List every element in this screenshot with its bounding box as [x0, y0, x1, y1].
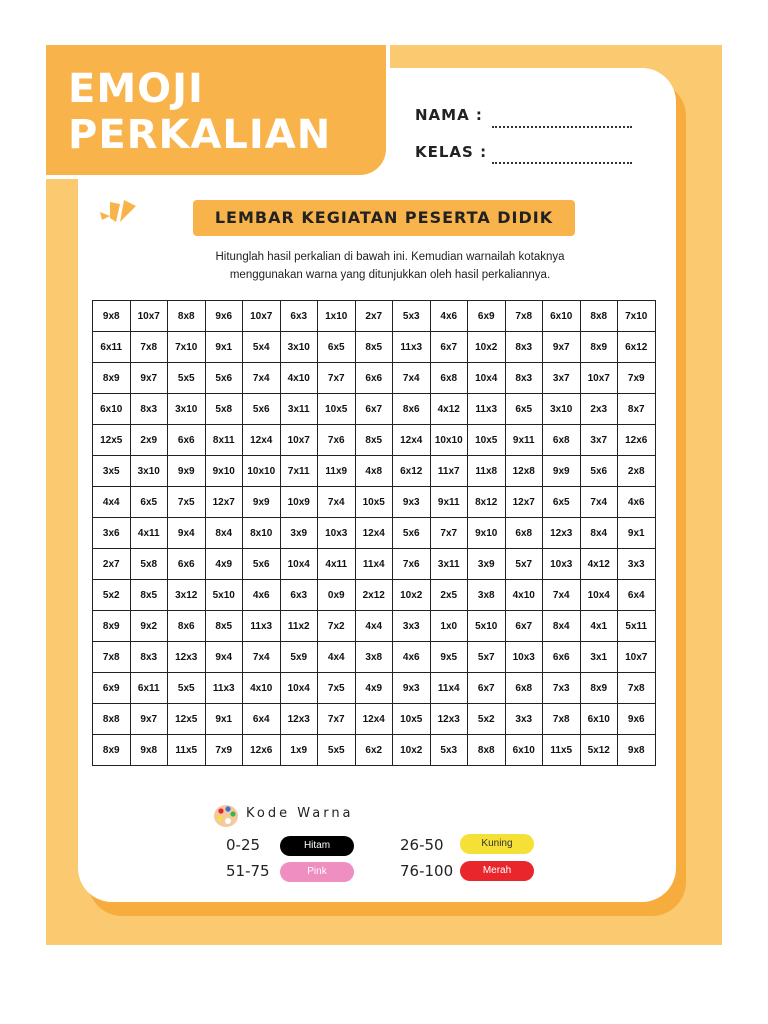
grid-row — [93, 642, 656, 673]
grid-cell[interactable]: 7x9 — [205, 735, 243, 766]
grid-cell[interactable]: 3x8 — [355, 642, 393, 673]
grid-cell[interactable]: 10x2 — [393, 580, 431, 611]
grid-cell[interactable]: 8x3 — [130, 394, 168, 425]
grid-cell[interactable]: 5x6 — [580, 456, 618, 487]
grid-cell[interactable]: 10x4 — [280, 673, 318, 704]
grid-cell[interactable]: 7x2 — [318, 611, 356, 642]
grid-cell[interactable]: 12x6 — [243, 735, 281, 766]
grid-cell[interactable]: 11x5 — [543, 735, 581, 766]
grid-cell[interactable]: 9x4 — [168, 518, 206, 549]
grid-cell[interactable]: 7x6 — [393, 549, 431, 580]
grid-cell[interactable]: 5x8 — [130, 549, 168, 580]
grid-row — [93, 518, 656, 549]
grid-cell[interactable]: 9x4 — [205, 642, 243, 673]
grid-cell[interactable]: 7x7 — [430, 518, 468, 549]
grid-cell[interactable]: 3x12 — [168, 580, 206, 611]
grid-cell[interactable]: 5x2 — [468, 704, 506, 735]
grid-cell[interactable]: 6x12 — [393, 456, 431, 487]
grid-cell[interactable]: 5x12 — [580, 735, 618, 766]
grid-cell[interactable]: 8x3 — [505, 332, 543, 363]
grid-cell[interactable]: 5x10 — [468, 611, 506, 642]
grid-cell[interactable]: 10x7 — [280, 425, 318, 456]
grid-cell[interactable]: 8x5 — [205, 611, 243, 642]
grid-cell[interactable]: 1x10 — [318, 301, 356, 332]
legend-range-1: 0-25 — [226, 836, 261, 854]
grid-cell[interactable]: 8x9 — [93, 611, 131, 642]
grid-cell[interactable]: 9x10 — [205, 456, 243, 487]
grid-cell[interactable]: 6x6 — [543, 642, 581, 673]
grid-cell[interactable]: 10x5 — [393, 704, 431, 735]
grid-cell[interactable]: 7x8 — [543, 704, 581, 735]
grid-cell[interactable]: 7x8 — [93, 642, 131, 673]
grid-cell[interactable]: 4x10 — [505, 580, 543, 611]
grid-cell[interactable]: 8x6 — [168, 611, 206, 642]
grid-cell[interactable]: 8x9 — [580, 673, 618, 704]
grid-cell[interactable]: 2x12 — [355, 580, 393, 611]
grid-cell[interactable]: 3x11 — [430, 549, 468, 580]
grid-cell[interactable]: 4x12 — [430, 394, 468, 425]
class-label: KELAS : — [415, 143, 488, 161]
grid-cell[interactable]: 10x3 — [318, 518, 356, 549]
grid-cell[interactable]: 6x4 — [243, 704, 281, 735]
grid-cell[interactable]: 7x4 — [243, 363, 281, 394]
grid-cell[interactable]: 12x5 — [168, 704, 206, 735]
grid-cell[interactable]: 10x10 — [430, 425, 468, 456]
grid-cell[interactable]: 3x3 — [618, 549, 656, 580]
name-label: NAMA : — [415, 106, 483, 124]
grid-cell[interactable]: 8x4 — [580, 518, 618, 549]
grid-cell[interactable]: 5x10 — [205, 580, 243, 611]
grid-cell[interactable]: 9x6 — [205, 301, 243, 332]
grid-row — [93, 549, 656, 580]
grid-cell[interactable]: 8x4 — [543, 611, 581, 642]
grid-cell[interactable]: 6x10 — [93, 394, 131, 425]
grid-cell[interactable]: 2x7 — [355, 301, 393, 332]
grid-cell[interactable]: 4x11 — [318, 549, 356, 580]
grid-cell[interactable]: 9x6 — [618, 704, 656, 735]
grid-cell[interactable]: 6x6 — [168, 549, 206, 580]
grid-cell[interactable]: 8x5 — [130, 580, 168, 611]
grid-cell[interactable]: 3x6 — [93, 518, 131, 549]
grid-cell[interactable]: 11x3 — [205, 673, 243, 704]
grid-row — [93, 456, 656, 487]
grid-cell[interactable]: 5x6 — [243, 394, 281, 425]
grid-cell[interactable]: 6x5 — [543, 487, 581, 518]
grid-cell[interactable]: 6x8 — [505, 673, 543, 704]
grid-cell[interactable]: 6x3 — [280, 301, 318, 332]
grid-cell[interactable]: 4x8 — [355, 456, 393, 487]
name-field[interactable] — [492, 126, 632, 128]
grid-cell[interactable]: 6x7 — [468, 673, 506, 704]
grid-cell[interactable]: 11x3 — [393, 332, 431, 363]
grid-cell[interactable]: 12x7 — [505, 487, 543, 518]
instruction-text — [170, 248, 610, 284]
palette-icon — [212, 802, 240, 830]
grid-cell[interactable]: 5x5 — [168, 363, 206, 394]
grid-cell[interactable]: 12x7 — [205, 487, 243, 518]
grid-cell[interactable]: 11x3 — [243, 611, 281, 642]
grid-cell[interactable]: 4x10 — [280, 363, 318, 394]
grid-cell[interactable]: 6x10 — [543, 301, 581, 332]
grid-cell[interactable]: 7x9 — [618, 363, 656, 394]
grid-cell[interactable]: 11x9 — [318, 456, 356, 487]
grid-cell[interactable]: 1x9 — [280, 735, 318, 766]
legend-swatch-yellow: Kuning — [460, 834, 534, 854]
grid-cell[interactable]: 7x8 — [618, 673, 656, 704]
grid-cell[interactable]: 1x0 — [430, 611, 468, 642]
grid-cell[interactable]: 3x3 — [393, 611, 431, 642]
grid-cell[interactable]: 6x4 — [618, 580, 656, 611]
grid-cell[interactable]: 11x4 — [430, 673, 468, 704]
grid-cell[interactable]: 10x7 — [580, 363, 618, 394]
grid-cell[interactable]: 12x5 — [93, 425, 131, 456]
grid-cell[interactable]: 2x5 — [430, 580, 468, 611]
grid-cell[interactable]: 12x4 — [355, 518, 393, 549]
grid-cell[interactable]: 3x10 — [543, 394, 581, 425]
grid-cell[interactable]: 9x9 — [243, 487, 281, 518]
grid-cell[interactable]: 11x2 — [280, 611, 318, 642]
grid-cell[interactable]: 11x4 — [355, 549, 393, 580]
grid-cell[interactable]: 10x3 — [543, 549, 581, 580]
grid-cell[interactable]: 9x8 — [618, 735, 656, 766]
grid-cell[interactable]: 10x5 — [355, 487, 393, 518]
legend-swatch-pink: Pink — [280, 862, 354, 882]
grid-cell[interactable]: 6x9 — [468, 301, 506, 332]
grid-cell[interactable]: 6x10 — [505, 735, 543, 766]
grid-cell[interactable]: 7x8 — [505, 301, 543, 332]
grid-cell[interactable]: 6x7 — [355, 394, 393, 425]
grid-cell[interactable]: 10x9 — [280, 487, 318, 518]
grid-cell[interactable]: 2x7 — [93, 549, 131, 580]
grid-cell[interactable]: 4x4 — [93, 487, 131, 518]
grid-cell[interactable]: 10x7 — [243, 301, 281, 332]
grid-cell[interactable]: 9x3 — [393, 487, 431, 518]
legend-range-3: 51-75 — [226, 862, 270, 880]
grid-cell[interactable]: 7x10 — [618, 301, 656, 332]
grid-cell[interactable]: 8x8 — [580, 301, 618, 332]
grid-cell[interactable]: 5x5 — [318, 735, 356, 766]
grid-cell[interactable]: 6x11 — [130, 673, 168, 704]
grid-cell[interactable]: 10x7 — [618, 642, 656, 673]
grid-cell[interactable]: 5x5 — [168, 673, 206, 704]
grid-cell[interactable]: 6x7 — [430, 332, 468, 363]
grid-cell[interactable]: 3x10 — [280, 332, 318, 363]
grid-cell[interactable]: 4x9 — [205, 549, 243, 580]
grid-cell[interactable]: 3x9 — [468, 549, 506, 580]
grid-cell[interactable]: 8x8 — [93, 704, 131, 735]
grid-cell[interactable]: 8x12 — [468, 487, 506, 518]
grid-cell[interactable]: 11x3 — [468, 394, 506, 425]
grid-cell[interactable]: 6x12 — [618, 332, 656, 363]
worksheet-title — [68, 66, 331, 158]
grid-cell[interactable]: 10x10 — [243, 456, 281, 487]
grid-cell[interactable]: 2x9 — [130, 425, 168, 456]
grid-cell[interactable]: 8x9 — [580, 332, 618, 363]
grid-cell[interactable]: 4x6 — [618, 487, 656, 518]
grid-row — [93, 332, 656, 363]
grid-cell[interactable]: 7x4 — [580, 487, 618, 518]
grid-cell[interactable]: 5x3 — [393, 301, 431, 332]
grid-cell[interactable]: 9x9 — [168, 456, 206, 487]
grid-cell[interactable]: 3x8 — [468, 580, 506, 611]
grid-cell[interactable]: 9x3 — [393, 673, 431, 704]
grid-cell[interactable]: 10x7 — [130, 301, 168, 332]
burst-icon — [98, 198, 140, 230]
grid-cell[interactable]: 5x4 — [243, 332, 281, 363]
grid-row — [93, 301, 656, 332]
grid-cell[interactable]: 7x4 — [243, 642, 281, 673]
grid-cell[interactable]: 10x4 — [580, 580, 618, 611]
grid-cell[interactable]: 4x6 — [393, 642, 431, 673]
grid-cell[interactable]: 5x6 — [243, 549, 281, 580]
instruction-line-2: menggunakan warna yang ditunjukkan oleh hasil perkaliannya. — [229, 269, 551, 281]
grid-cell[interactable]: 10x2 — [393, 735, 431, 766]
grid-cell[interactable]: 7x4 — [393, 363, 431, 394]
grid-cell[interactable]: 9x11 — [430, 487, 468, 518]
legend-range-4: 76-100 — [400, 862, 454, 880]
grid-cell[interactable]: 2x3 — [580, 394, 618, 425]
grid-cell[interactable]: 10x3 — [505, 642, 543, 673]
grid-cell[interactable]: 8x6 — [393, 394, 431, 425]
grid-cell[interactable]: 6x8 — [543, 425, 581, 456]
grid-cell[interactable]: 6x8 — [430, 363, 468, 394]
grid-cell[interactable]: 9x7 — [543, 332, 581, 363]
grid-cell[interactable]: 5x6 — [393, 518, 431, 549]
grid-cell[interactable]: 5x11 — [618, 611, 656, 642]
grid-row — [93, 580, 656, 611]
grid-cell[interactable]: 12x6 — [618, 425, 656, 456]
grid-cell[interactable]: 8x4 — [205, 518, 243, 549]
grid-cell[interactable]: 8x8 — [468, 735, 506, 766]
grid-cell[interactable]: 8x5 — [355, 332, 393, 363]
grid-cell[interactable]: 12x4 — [355, 704, 393, 735]
grid-cell[interactable]: 7x8 — [130, 332, 168, 363]
grid-cell[interactable]: 7x4 — [318, 487, 356, 518]
grid-cell[interactable]: 3x7 — [543, 363, 581, 394]
grid-cell[interactable]: 3x11 — [280, 394, 318, 425]
grid-cell[interactable]: 12x3 — [430, 704, 468, 735]
grid-cell[interactable]: 5x9 — [280, 642, 318, 673]
grid-cell[interactable]: 8x3 — [130, 642, 168, 673]
activity-banner: LEMBAR KEGIATAN PESERTA DIDIK — [193, 200, 575, 236]
grid-cell[interactable]: 6x5 — [318, 332, 356, 363]
grid-cell[interactable]: 9x5 — [430, 642, 468, 673]
grid-cell[interactable]: 12x3 — [168, 642, 206, 673]
grid-cell[interactable]: 5x7 — [505, 549, 543, 580]
grid-cell[interactable]: 6x11 — [93, 332, 131, 363]
grid-cell[interactable]: 11x7 — [430, 456, 468, 487]
grid-cell[interactable]: 5x8 — [205, 394, 243, 425]
grid-cell[interactable]: 10x5 — [318, 394, 356, 425]
grid-cell[interactable]: 12x4 — [393, 425, 431, 456]
grid-cell[interactable]: 10x2 — [468, 332, 506, 363]
grid-cell[interactable]: 10x4 — [280, 549, 318, 580]
grid-cell[interactable]: 11x8 — [468, 456, 506, 487]
grid-cell[interactable]: 6x8 — [505, 518, 543, 549]
grid-cell[interactable]: 4x6 — [243, 580, 281, 611]
grid-cell[interactable]: 7x10 — [168, 332, 206, 363]
grid-cell[interactable]: 9x10 — [468, 518, 506, 549]
grid-cell[interactable]: 7x7 — [318, 704, 356, 735]
grid-cell[interactable]: 12x3 — [280, 704, 318, 735]
grid-cell[interactable]: 7x5 — [318, 673, 356, 704]
grid-cell[interactable]: 8x9 — [93, 735, 131, 766]
grid-cell[interactable]: 9x1 — [205, 704, 243, 735]
grid-row — [93, 673, 656, 704]
grid-cell[interactable]: 6x9 — [93, 673, 131, 704]
grid-cell[interactable]: 12x4 — [243, 425, 281, 456]
grid-cell[interactable]: 5x7 — [468, 642, 506, 673]
grid-cell[interactable]: 6x2 — [355, 735, 393, 766]
grid-row — [93, 704, 656, 735]
grid-cell[interactable]: 11x5 — [168, 735, 206, 766]
grid-cell[interactable]: 8x3 — [505, 363, 543, 394]
grid-cell[interactable]: 9x11 — [505, 425, 543, 456]
grid-cell[interactable]: 6x3 — [280, 580, 318, 611]
grid-cell[interactable]: 9x8 — [93, 301, 131, 332]
grid-cell[interactable]: 3x10 — [168, 394, 206, 425]
grid-row — [93, 394, 656, 425]
grid-cell[interactable]: 6x6 — [355, 363, 393, 394]
grid-cell[interactable]: 10x4 — [468, 363, 506, 394]
grid-cell[interactable]: 6x5 — [130, 487, 168, 518]
grid-cell[interactable]: 6x5 — [505, 394, 543, 425]
grid-cell[interactable]: 4x10 — [243, 673, 281, 704]
title-line-2: PERKALIAN — [68, 112, 332, 158]
grid-cell[interactable]: 7x5 — [168, 487, 206, 518]
grid-cell[interactable]: 4x12 — [580, 549, 618, 580]
legend-range-2: 26-50 — [400, 836, 444, 854]
grid-cell[interactable]: 7x6 — [318, 425, 356, 456]
multiplication-grid — [92, 300, 656, 766]
title-line-1: EMOJI — [68, 66, 204, 112]
grid-cell[interactable]: 9x9 — [543, 456, 581, 487]
grid-cell[interactable]: 4x9 — [355, 673, 393, 704]
grid-cell[interactable]: 3x5 — [93, 456, 131, 487]
grid-cell[interactable]: 8x7 — [618, 394, 656, 425]
grid-cell[interactable]: 4x6 — [430, 301, 468, 332]
grid-cell[interactable]: 7x7 — [318, 363, 356, 394]
grid-cell[interactable]: 4x11 — [130, 518, 168, 549]
grid-cell[interactable]: 7x11 — [280, 456, 318, 487]
grid-cell[interactable]: 4x4 — [318, 642, 356, 673]
grid-cell[interactable]: 9x1 — [618, 518, 656, 549]
grid-row — [93, 487, 656, 518]
grid-cell[interactable]: 4x1 — [580, 611, 618, 642]
class-field[interactable] — [492, 162, 632, 164]
grid-cell[interactable]: 5x2 — [93, 580, 131, 611]
grid-cell[interactable]: 3x3 — [505, 704, 543, 735]
grid-cell[interactable]: 10x5 — [468, 425, 506, 456]
grid-cell[interactable]: 8x11 — [205, 425, 243, 456]
grid-cell[interactable]: 3x7 — [580, 425, 618, 456]
grid-cell[interactable]: 3x9 — [280, 518, 318, 549]
grid-cell[interactable]: 9x7 — [130, 363, 168, 394]
grid-cell[interactable]: 6x6 — [168, 425, 206, 456]
grid-row — [93, 735, 656, 766]
grid-cell[interactable]: 12x3 — [543, 518, 581, 549]
grid-cell[interactable]: 4x4 — [355, 611, 393, 642]
grid-cell[interactable]: 8x5 — [355, 425, 393, 456]
grid-row — [93, 425, 656, 456]
legend-swatch-red: Merah — [460, 861, 534, 881]
grid-cell[interactable]: 6x10 — [580, 704, 618, 735]
grid-cell[interactable]: 2x8 — [618, 456, 656, 487]
grid-cell[interactable]: 6x7 — [505, 611, 543, 642]
legend-title: Kode Warna — [246, 806, 354, 821]
grid-row — [93, 363, 656, 394]
grid-cell[interactable]: 5x3 — [430, 735, 468, 766]
grid-cell[interactable]: 8x8 — [168, 301, 206, 332]
grid-row — [93, 611, 656, 642]
grid-cell[interactable]: 9x7 — [130, 704, 168, 735]
grid-cell[interactable]: 9x2 — [130, 611, 168, 642]
grid-cell[interactable]: 7x4 — [543, 580, 581, 611]
grid-cell[interactable]: 9x1 — [205, 332, 243, 363]
grid-cell[interactable]: 3x10 — [130, 456, 168, 487]
grid-cell[interactable]: 0x9 — [318, 580, 356, 611]
grid-cell[interactable]: 12x8 — [505, 456, 543, 487]
grid-cell[interactable]: 9x8 — [130, 735, 168, 766]
grid-cell[interactable]: 5x6 — [205, 363, 243, 394]
instruction-line-1: Hitunglah hasil perkalian di bawah ini. Kemudian warnailah kotaknya — [215, 251, 565, 263]
grid-cell[interactable]: 8x10 — [243, 518, 281, 549]
legend-swatch-black: Hitam — [280, 836, 354, 856]
grid-cell[interactable]: 7x3 — [543, 673, 581, 704]
grid-cell[interactable]: 8x9 — [93, 363, 131, 394]
grid-cell[interactable]: 3x1 — [580, 642, 618, 673]
